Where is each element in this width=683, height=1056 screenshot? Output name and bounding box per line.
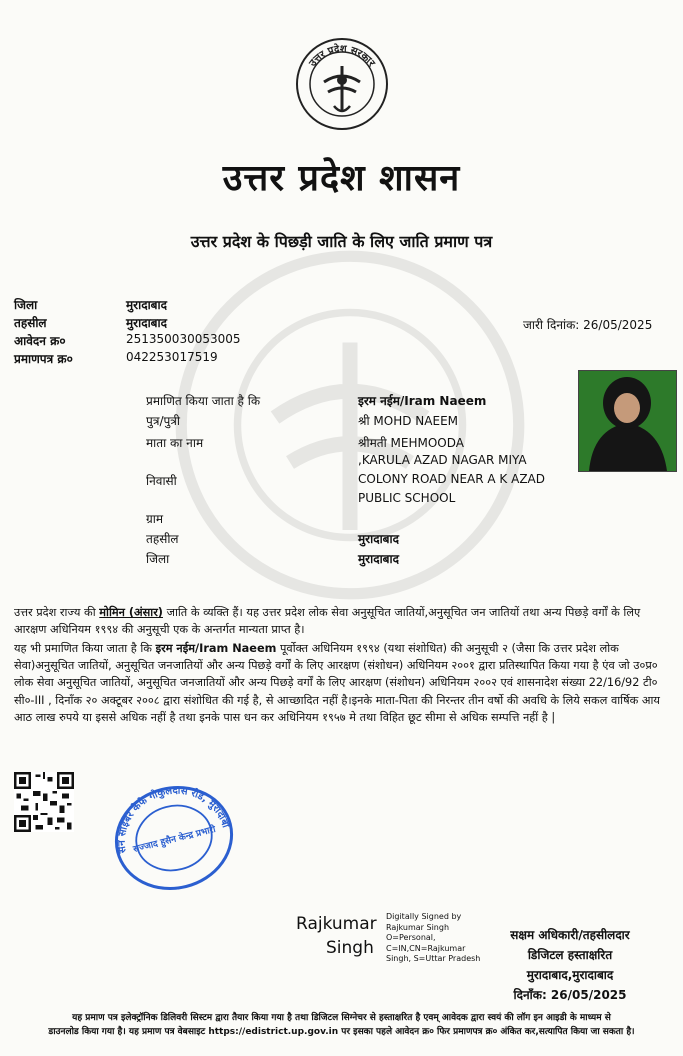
applicant-photo bbox=[578, 370, 677, 472]
mother-label: माता का नाम bbox=[146, 436, 204, 450]
detail-tehsil-value: मुरादाबाद bbox=[358, 532, 400, 546]
stamp-inner-text: सज्जाद हुसैन केन्द्र प्रभारी bbox=[132, 824, 217, 856]
signer-first-name: Rajkumar bbox=[296, 914, 377, 934]
footer-line-2: डाउनलोड किया गया है। यह प्रमाण पत्र वेबसाइट https://edistrict.up.gov.in पर इसका पहले आवेदन क्र० फिर प्रमाणपत्र क्र० अंकित कर,सत्यापित किया जा सकता है। bbox=[48, 1026, 635, 1037]
emblem-watermark bbox=[170, 245, 530, 605]
sig-meta-line: Rajkumar Singh bbox=[386, 922, 450, 932]
resident-label: निवासी bbox=[146, 474, 177, 488]
address-line-2: COLONY ROAD NEAR A K AZAD bbox=[358, 472, 545, 486]
authority-designation: सक्षम अधिकारी/तहसीलदार bbox=[510, 928, 630, 942]
application-number-value: 251350030053005 bbox=[126, 332, 241, 346]
applicant-portrait-icon bbox=[579, 371, 676, 471]
certificate-number-label: प्रमाणपत्र क्र० bbox=[14, 352, 73, 366]
detail-tehsil-label: तहसील bbox=[146, 532, 179, 546]
qr-code bbox=[14, 772, 74, 832]
district-label: जिला bbox=[14, 298, 38, 312]
digital-signature-details bbox=[386, 912, 480, 965]
footer-line-1: यह प्रमाण पत्र इलेक्ट्रॉनिक डिलिवरी सिस्टम द्वारा तैयार किया गया है तथा डिजिटल सिग्नेचर से हस्ताक्षरित है एवम् आवेदक द्वारा स्वयं की लॉग इन आइडी के माध्यम से bbox=[72, 1013, 611, 1023]
caste-paragraph bbox=[14, 604, 670, 638]
sig-meta-line: O=Personal, bbox=[386, 933, 436, 942]
caste-text-start: उत्तर प्रदेश राज्य की bbox=[14, 606, 100, 619]
issue-date: जारी दिनांक: 26/05/2025 bbox=[523, 318, 653, 332]
stamp-outer-text: हुसैन साइबर कैफे गोकुलदास रोड, मुरादाबाद bbox=[116, 785, 231, 854]
cert-person-name: इरम नईम/Iram Naeem bbox=[155, 642, 277, 655]
detail-district-label: जिला bbox=[146, 552, 170, 566]
document-subtitle: उत्तर प्रदेश के पिछड़ी जाति के लिए जाति प्रमाण पत्र bbox=[190, 232, 493, 251]
village-label: ग्राम bbox=[146, 512, 164, 526]
tehsil-label: तहसील bbox=[14, 316, 47, 330]
cafe-rubber-stamp bbox=[110, 782, 238, 894]
address-line-1: ,KARULA AZAD NAGAR MIYA bbox=[358, 453, 527, 467]
certified-label: प्रमाणित किया जाता है कि bbox=[146, 394, 261, 408]
district-value: मुरादाबाद bbox=[126, 298, 168, 312]
cert-text-start: यह भी प्रमाणित किया जाता है कि bbox=[14, 642, 156, 655]
cert-text-end: पूर्वोक्त अधिनियम १९९४ (यथा संशोधित) की अनुसूची २ (जैसा कि उत्तर प्रदेश लोक सेवा)अनुसूचित जातियों, अनुसूचित जनजातियों और अन्य पिछड़े वर्गों के लिए आरक्षण (संशोधन) अधिनियम २००१ द्वारा प्रतिस्थापित किया गया है एंव जो उ०प्र० लोक सेवा अनुसूचित जातियों, अनुसूचित जनजातियों और अन्य पिछड़े वर्गों के लिए आरक्षण (संशोधन) अधिनियम २००२ एवं शासनादेश संख्या 22/16/92 टी० सी०-III , दिनाँक २० अक्टूबर २००८ द्वारा संशोधित की गई है, से आच्छादित नहीं है।इनके माता-पिता की निरन्तर तीन वर्षो की अवधि के लिये सकल वार्षिक आय आठ लाख रुपये या इससे अधिक नहीं है तथा इनके पास धन कर अधिनियम १९५७ मे तथा विहित छूट सीमा से अधिक सम्पत्ति नहीं है | bbox=[14, 642, 660, 724]
emblem-text: उत्तर प्रदेश सरकार bbox=[307, 43, 377, 69]
authority-location: मुरादाबाद,मुरादाबाद bbox=[526, 968, 614, 982]
signer-name bbox=[296, 912, 377, 960]
certified-name: इरम नईम/Iram Naeem bbox=[358, 394, 487, 408]
detail-district-value: मुरादाबाद bbox=[358, 552, 400, 566]
father-name: श्री MOHD NAEEM bbox=[358, 414, 458, 428]
caste-text-end: जाति के व्यक्ति हैं। यह उत्तर प्रदेश लोक सेवा अनुसूचित जातियों,अनुसूचित जन जातियों तथा अन्य पिछड़े वर्गों के लिए आरक्षण अधिनियम १९९४ की अनुसूची एक के अन्तर्गत मान्यता प्राप्त है। bbox=[14, 606, 641, 637]
address-line-3: PUBLIC SCHOOL bbox=[358, 491, 456, 505]
caste-name: मोमिन (अंसार) bbox=[99, 606, 163, 619]
sig-meta-line: Singh, S=Uttar Pradesh bbox=[386, 954, 481, 963]
certification-paragraph bbox=[14, 640, 670, 726]
signer-last-name: Singh bbox=[326, 938, 374, 958]
application-number-label: आवेदन क्र० bbox=[14, 334, 66, 348]
document-title: उत्तर प्रदेश शासन bbox=[222, 157, 461, 199]
issuing-authority bbox=[470, 925, 670, 1005]
authority-digital-sign: डिजिटल हस्ताक्षरित bbox=[527, 948, 613, 962]
child-of-label: पुत्र/पुत्री bbox=[146, 414, 181, 428]
mother-name: श्रीमती MEHMOODA bbox=[358, 436, 464, 450]
up-government-emblem bbox=[294, 36, 390, 132]
sig-meta-line: C=IN,CN=Rajkumar bbox=[386, 943, 466, 953]
verification-footer bbox=[10, 1012, 673, 1039]
certificate-number-value: 042253017519 bbox=[126, 350, 218, 364]
tehsil-value: मुरादाबाद bbox=[126, 316, 168, 330]
authority-date: दिनाँक: 26/05/2025 bbox=[513, 988, 627, 1002]
sig-meta-line: Digitally Signed by bbox=[386, 912, 462, 921]
svg-text:हुसैन साइबर कैफे गोकुलदास रोड, bbox=[110, 782, 231, 858]
